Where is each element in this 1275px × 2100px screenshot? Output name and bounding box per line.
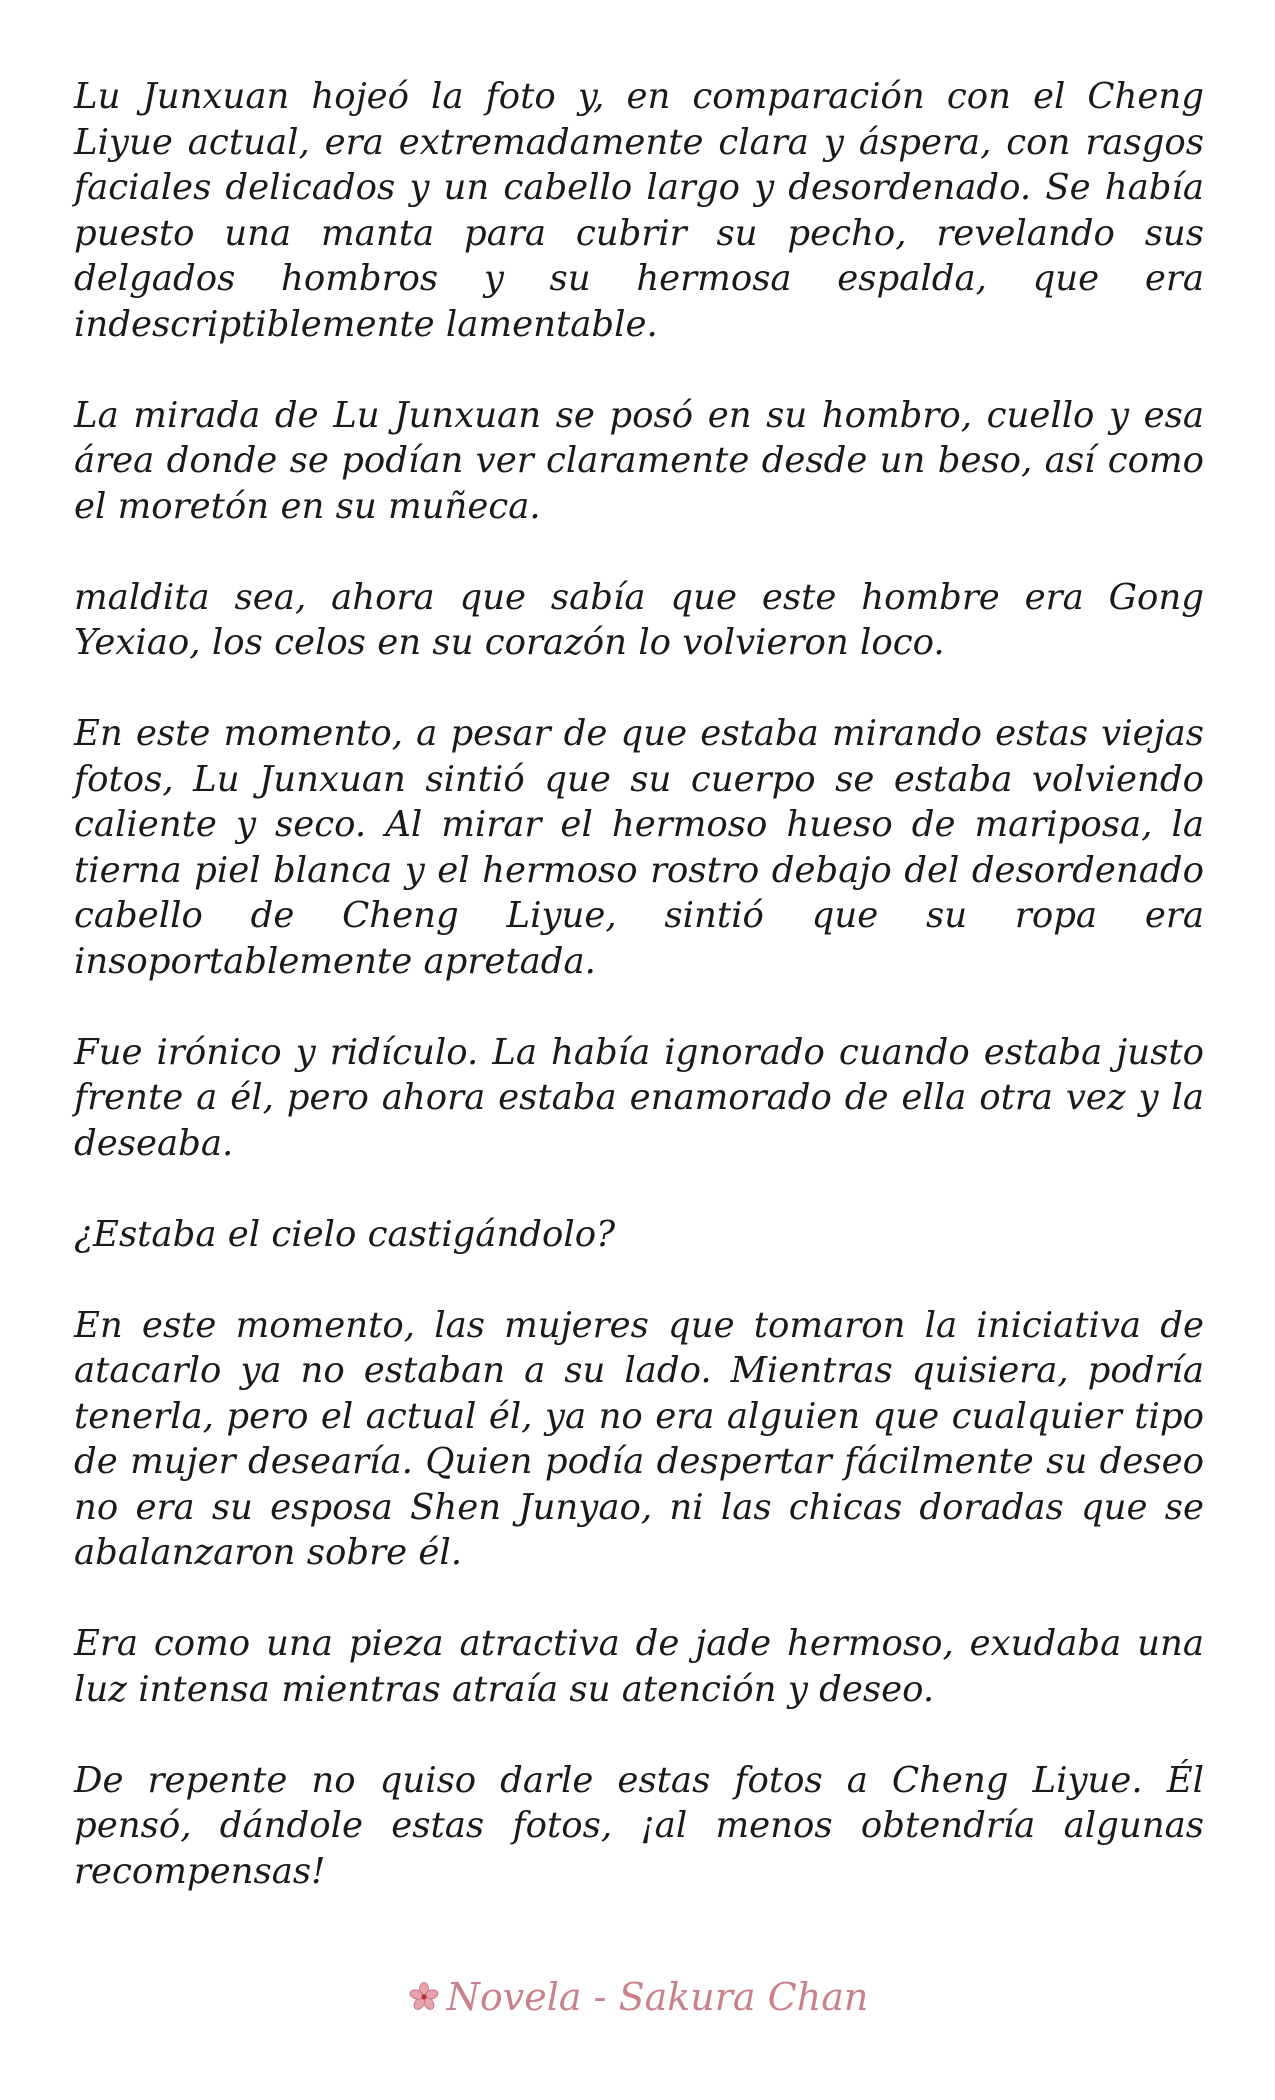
paragraph-9: De repente no quiso darle estas fotos a Cheng Liyue. Él pensó, dándole estas fotos, ¡al menos obtendría algunas recompensas! [74,1759,1204,1892]
paragraph-5: Fue irónico y ridículo. La había ignorado cuando estaba justo frente a él, pero ahora estaba enamorado de ella otra vez y la deseaba. [74,1031,1204,1164]
paragraph-2: La mirada de Lu Junxuan se posó en su hombro, cuello y esa área donde se podían ver claramente desde un beso, así como el moretón en su muñeca. [74,394,1204,527]
footer-watermark [0,1975,1275,2019]
paragraph-3: maldita sea, ahora que sabía que este hombre era Gong Yexiao, los celos en su corazón lo volvieron loco. [74,576,1204,663]
footer-text: Novela - Sakura Chan [446,1975,869,2019]
sakura-flower-icon [407,1979,441,2013]
paragraph-8: Era como una pieza atractiva de jade hermoso, exudaba una luz intensa mientras atraía su atención y deseo. [74,1623,1204,1710]
paragraph-1: Lu Junxuan hojeó la foto y, en comparación con el Cheng Liyue actual, era extremadamente clara y áspera, con rasgos faciales delicados y un cabello largo y desordenado. Se había puesto una manta para cubrir su pecho, revelando sus delgados hombros y su hermosa espalda, que era indescriptiblemente lamentable. [74,76,1204,345]
paragraph-7: En este momento, las mujeres que tomaron la iniciativa de atacarlo ya no estaban a su lado. Mientras quisiera, podría tenerla, pero el actual él, ya no era alguien que cualquier tipo de mujer desearía. Quien podía despertar fácilmente su deseo no era su esposa Shen Junyao, ni las chicas doradas que se abalanzaron sobre él. [74,1304,1204,1573]
paragraph-6: ¿Estaba el cielo castigándolo? [74,1213,616,1255]
document-body [74,74,1204,1940]
paragraph-4: En este momento, a pesar de que estaba mirando estas viejas fotos, Lu Junxuan sintió que su cuerpo se estaba volviendo caliente y seco. Al mirar el hermoso hueso de mariposa, la tierna piel blanca y el hermoso rostro debajo del desordenado cabello de Cheng Liyue, sintió que su ropa era insoportablemente apretada. [74,713,1204,982]
